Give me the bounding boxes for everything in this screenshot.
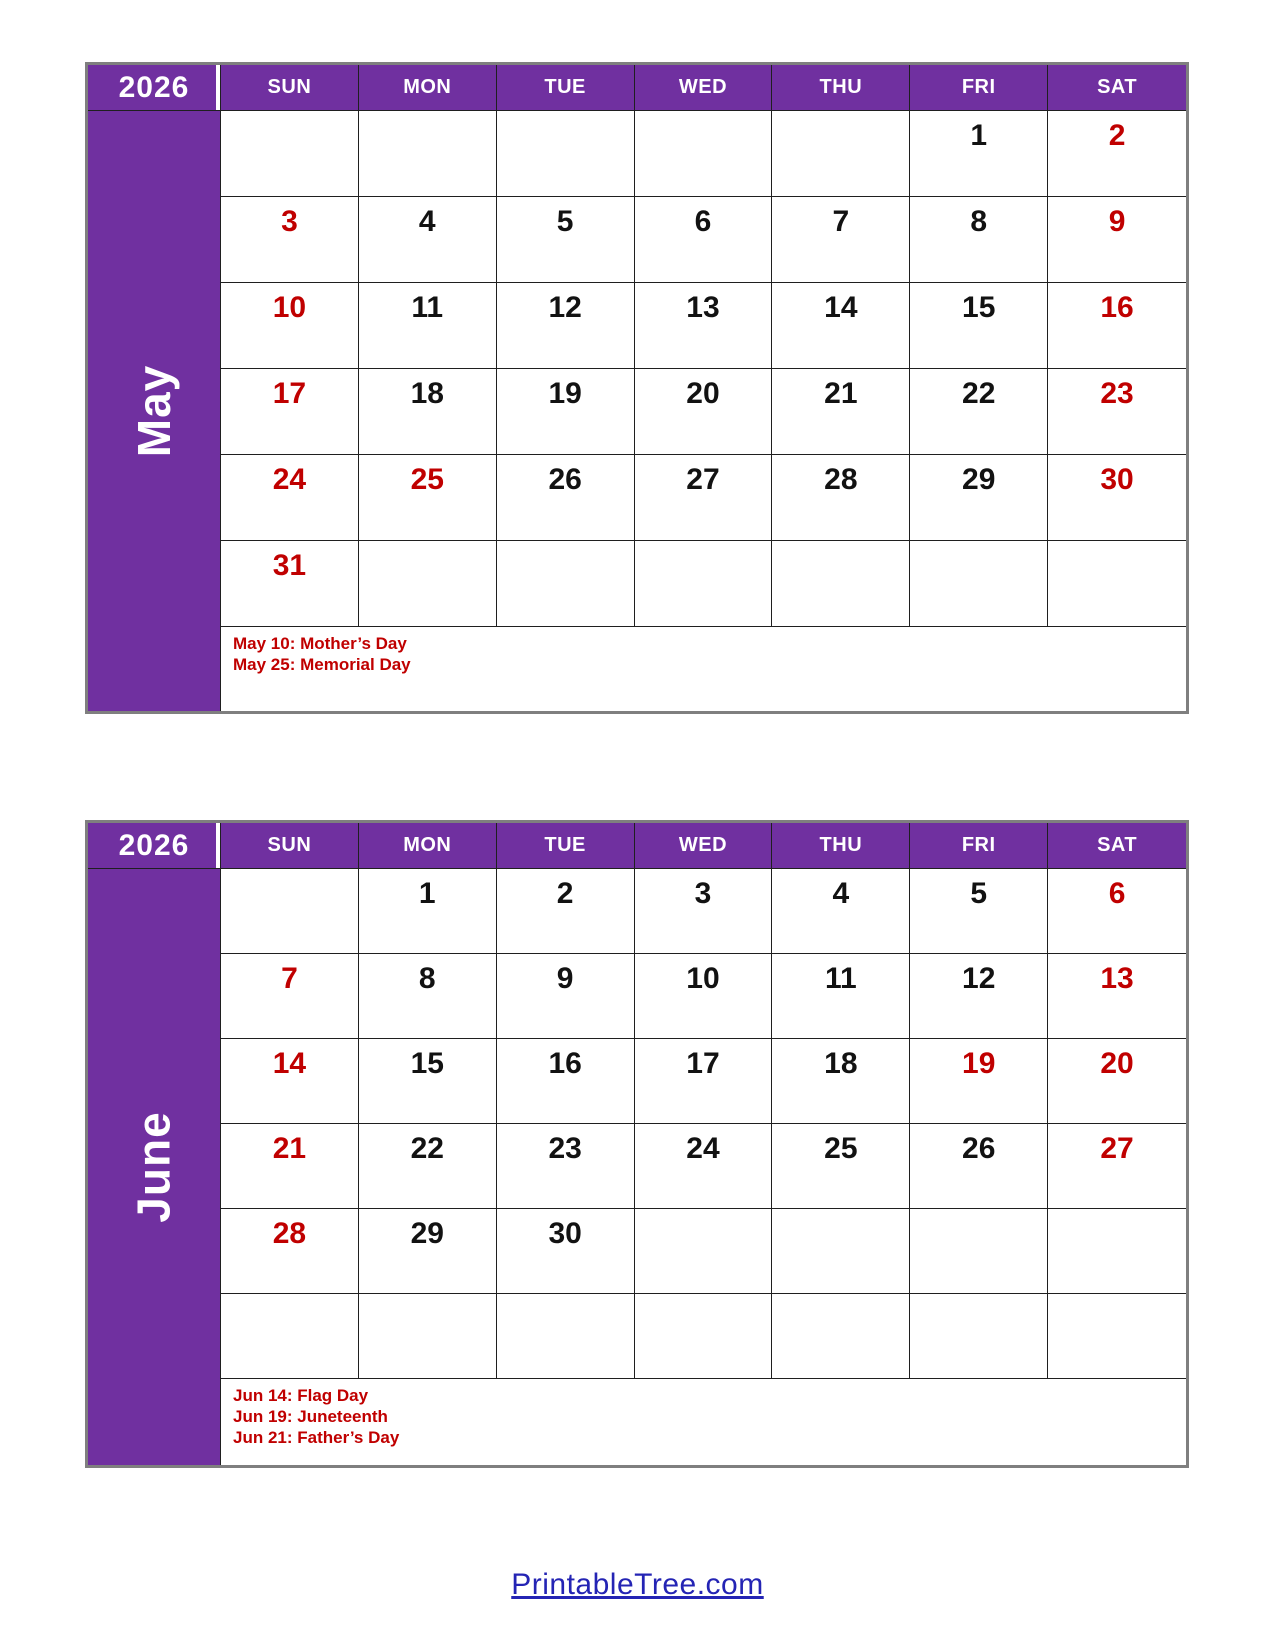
empty-day-cell (497, 1294, 635, 1379)
week-row (221, 541, 1186, 627)
empty-day-cell (635, 111, 773, 197)
weekday-header: SAT (1048, 65, 1186, 111)
calendar-body (88, 869, 1186, 1465)
day-cell: 17 (221, 369, 359, 455)
weeks-grid (221, 111, 1186, 627)
day-cell: 18 (772, 1039, 910, 1124)
day-cell: 30 (497, 1209, 635, 1294)
day-cell: 24 (221, 455, 359, 541)
empty-day-cell (635, 1209, 773, 1294)
holiday-line: Jun 14: Flag Day (233, 1386, 369, 1405)
empty-day-cell (910, 541, 1048, 627)
empty-day-cell (221, 111, 359, 197)
day-cell: 6 (1048, 869, 1186, 954)
day-cell: 13 (1048, 954, 1186, 1039)
day-cell: 16 (1048, 283, 1186, 369)
day-cell: 10 (635, 954, 773, 1039)
day-cell: 6 (635, 197, 773, 283)
calendar-may (85, 62, 1189, 714)
day-cell: 4 (359, 197, 497, 283)
calendar-june (85, 820, 1189, 1468)
empty-day-cell (635, 541, 773, 627)
calendar-grid (221, 111, 1186, 711)
weekday-header: SUN (221, 65, 359, 111)
weekday-header: THU (772, 823, 910, 869)
weekday-header: WED (635, 65, 773, 111)
day-cell: 19 (497, 369, 635, 455)
day-cell: 7 (221, 954, 359, 1039)
day-cell: 5 (497, 197, 635, 283)
day-cell: 22 (359, 1124, 497, 1209)
calendar-header-row (88, 65, 1186, 111)
day-cell: 23 (497, 1124, 635, 1209)
weekday-header: MON (359, 65, 497, 111)
day-cell: 26 (910, 1124, 1048, 1209)
day-cell: 31 (221, 541, 359, 627)
day-cell: 27 (635, 455, 773, 541)
weekday-header-row (221, 823, 1186, 869)
empty-day-cell (1048, 541, 1186, 627)
day-cell: 1 (910, 111, 1048, 197)
weekday-header: SUN (221, 823, 359, 869)
day-cell: 12 (910, 954, 1048, 1039)
year-label: 2026 (88, 65, 221, 111)
week-row (221, 1039, 1186, 1124)
day-cell: 30 (1048, 455, 1186, 541)
week-row (221, 869, 1186, 954)
day-cell: 9 (497, 954, 635, 1039)
empty-day-cell (772, 1294, 910, 1379)
day-cell: 21 (772, 369, 910, 455)
year-label: 2026 (88, 823, 221, 869)
day-cell: 13 (635, 283, 773, 369)
day-cell: 20 (1048, 1039, 1186, 1124)
day-cell: 21 (221, 1124, 359, 1209)
day-cell: 26 (497, 455, 635, 541)
day-cell: 2 (497, 869, 635, 954)
weekday-header: FRI (910, 823, 1048, 869)
day-cell: 28 (772, 455, 910, 541)
day-cell: 29 (359, 1209, 497, 1294)
weeks-grid (221, 869, 1186, 1379)
holiday-line: Jun 21: Father’s Day (233, 1428, 400, 1447)
week-row (221, 111, 1186, 197)
day-cell: 3 (635, 869, 773, 954)
empty-day-cell (772, 1209, 910, 1294)
day-cell: 25 (359, 455, 497, 541)
empty-day-cell (221, 1294, 359, 1379)
empty-day-cell (359, 1294, 497, 1379)
day-cell: 11 (772, 954, 910, 1039)
empty-day-cell (635, 1294, 773, 1379)
day-cell: 18 (359, 369, 497, 455)
weekday-header: FRI (910, 65, 1048, 111)
day-cell: 14 (221, 1039, 359, 1124)
week-row (221, 1124, 1186, 1209)
day-cell: 12 (497, 283, 635, 369)
day-cell: 11 (359, 283, 497, 369)
day-cell: 1 (359, 869, 497, 954)
day-cell: 22 (910, 369, 1048, 455)
empty-day-cell (497, 541, 635, 627)
day-cell: 20 (635, 369, 773, 455)
day-cell: 23 (1048, 369, 1186, 455)
weekday-header: TUE (497, 65, 635, 111)
month-band (88, 869, 221, 1465)
day-cell: 27 (1048, 1124, 1186, 1209)
week-row (221, 283, 1186, 369)
day-cell: 3 (221, 197, 359, 283)
holiday-line: Jun 19: Juneteenth (233, 1407, 388, 1426)
month-label: June (128, 1111, 180, 1223)
empty-day-cell (497, 111, 635, 197)
holiday-box (221, 627, 1186, 711)
day-cell: 14 (772, 283, 910, 369)
day-cell: 7 (772, 197, 910, 283)
week-row (221, 1209, 1186, 1294)
week-row (221, 197, 1186, 283)
empty-day-cell (772, 541, 910, 627)
weekday-header: WED (635, 823, 773, 869)
month-band (88, 111, 221, 711)
weekday-header: MON (359, 823, 497, 869)
empty-day-cell (1048, 1294, 1186, 1379)
day-cell: 5 (910, 869, 1048, 954)
day-cell: 19 (910, 1039, 1048, 1124)
week-row (221, 954, 1186, 1039)
day-cell: 17 (635, 1039, 773, 1124)
weekday-header: THU (772, 65, 910, 111)
day-cell: 24 (635, 1124, 773, 1209)
empty-day-cell (910, 1209, 1048, 1294)
empty-day-cell (359, 541, 497, 627)
footer (0, 1568, 1275, 1602)
holiday-line: May 25: Memorial Day (233, 655, 411, 674)
weekday-header: TUE (497, 823, 635, 869)
empty-day-cell (910, 1294, 1048, 1379)
empty-day-cell (772, 111, 910, 197)
empty-day-cell (1048, 1209, 1186, 1294)
holiday-box (221, 1379, 1186, 1465)
calendar-grid (221, 869, 1186, 1465)
day-cell: 25 (772, 1124, 910, 1209)
month-label: May (127, 364, 180, 458)
day-cell: 28 (221, 1209, 359, 1294)
calendar-body (88, 111, 1186, 711)
day-cell: 2 (1048, 111, 1186, 197)
weekday-header-row (221, 65, 1186, 111)
day-cell: 15 (359, 1039, 497, 1124)
week-row (221, 369, 1186, 455)
day-cell: 8 (910, 197, 1048, 283)
day-cell: 16 (497, 1039, 635, 1124)
weekday-header: SAT (1048, 823, 1186, 869)
day-cell: 9 (1048, 197, 1186, 283)
empty-day-cell (359, 111, 497, 197)
day-cell: 4 (772, 869, 910, 954)
week-row (221, 1294, 1186, 1379)
day-cell: 8 (359, 954, 497, 1039)
day-cell: 15 (910, 283, 1048, 369)
calendar-header-row (88, 823, 1186, 869)
day-cell: 29 (910, 455, 1048, 541)
week-row (221, 455, 1186, 541)
holiday-line: May 10: Mother’s Day (233, 634, 407, 653)
day-cell: 10 (221, 283, 359, 369)
empty-day-cell (221, 869, 359, 954)
printabletree-link[interactable]: PrintableTree.com (511, 1568, 764, 1601)
